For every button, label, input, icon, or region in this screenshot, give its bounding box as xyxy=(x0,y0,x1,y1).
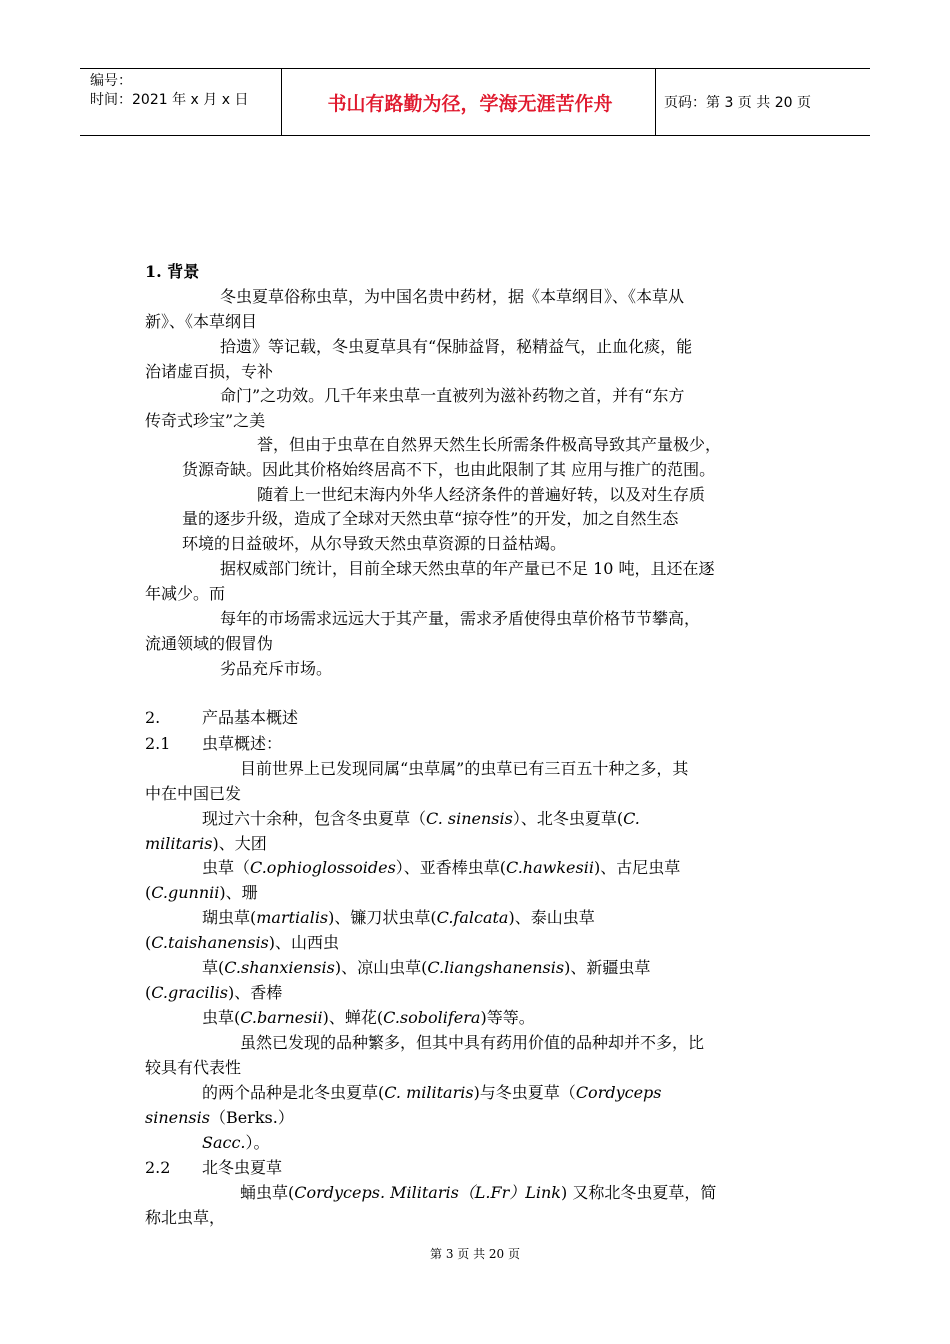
header-meta xyxy=(90,72,248,110)
species-line: 现过六十余种，包含冬虫夏草（C. sinensis）、北冬虫夏草(C. xyxy=(202,809,640,828)
paragraph-line: 冬虫夏草俗称虫草，为中国名贵中药材，据《本草纲目》、《本草从 xyxy=(220,287,685,306)
subsection-2-2-title: 北冬虫夏草 xyxy=(202,1158,283,1177)
paragraph-line: 每年的市场需求远远大于其产量，需求矛盾使得虫草价格节节攀高， xyxy=(220,609,701,628)
species-line: 草(C.shanxiensis)、凉山虫草(C.liangshanensis)、新疆虫草 xyxy=(202,958,651,977)
paragraph-line: 环境的日益破坏，从尔导致天然虫草资源的日益枯竭。 xyxy=(182,534,567,553)
species-line: 虫草（C.ophioglossoides）、亚香棒虫草(C.hawkesii)、古尼虫草 xyxy=(202,858,681,877)
paragraph-line: 拾遗》等记载，冬虫夏草具有“保肺益肾，秘精益气，止血化痰，能 xyxy=(220,337,693,356)
paragraph-line: 传奇式珍宝”之美 xyxy=(145,411,266,430)
paragraph-line: 称北虫草， xyxy=(145,1208,226,1227)
paragraph-line: 命门”之功效。几千年来虫草一直被列为滋补药物之首，并有“东方 xyxy=(220,386,685,405)
paragraph-line: 劣品充斥市场。 xyxy=(220,659,333,678)
paragraph-line: 中在中国已发 xyxy=(145,784,242,803)
species-line: (C.gunnii)、珊 xyxy=(145,883,258,902)
section-2-number: 2. xyxy=(145,708,161,727)
paragraph-line: 新》、《本草纲目 xyxy=(145,312,258,331)
species-line: 虫草(C.barnesii)、蝉花(C.sobolifera)等等。 xyxy=(202,1008,535,1027)
paragraph-line: 据权威部门统计，目前全球天然虫草的年产量已不足 10 吨，且还在逐 xyxy=(220,559,715,578)
header-motto: 书山有路勤为径，学海无涯苦作舟 xyxy=(327,92,613,115)
page-header xyxy=(80,68,870,136)
header-page-number: 页码：第 3 页 共 20 页 xyxy=(664,95,811,111)
subsection-2-1-title: 虫草概述： xyxy=(202,734,283,753)
species-line: 瑚虫草(martialis)、镰刀状虫草(C.falcata)、泰山虫草 xyxy=(202,908,595,927)
paragraph-line: 治诸虚百损，专补 xyxy=(145,362,274,381)
paragraph-line: 较具有代表性 xyxy=(145,1058,242,1077)
paragraph-line: 流通领域的假冒伪 xyxy=(145,634,274,653)
section-2-title: 产品基本概述 xyxy=(202,708,299,727)
subsection-2-1-number: 2.1 xyxy=(145,734,171,753)
paragraph-line: 货源奇缺。因此其价格始终居高不下，也由此限制了其 应用与推广的范围。 xyxy=(182,460,716,479)
page-footer: 第 3 页 共 20 页 xyxy=(430,1247,520,1261)
paragraph-line: 目前世界上已发现同属“虫草属”的虫草已有三百五十种之多，其 xyxy=(240,759,689,778)
header-number: 编号： xyxy=(90,73,132,89)
species-line: militaris)、大团 xyxy=(145,834,267,853)
species-line: (C.gracilis)、香棒 xyxy=(145,983,283,1002)
section-1-title: 1. 背景 xyxy=(145,262,200,281)
header-divider xyxy=(281,68,282,136)
species-line: (C.taishanensis)、山西虫 xyxy=(145,933,340,952)
paragraph-line: Sacc.）。 xyxy=(202,1133,270,1152)
paragraph-line: 蛹虫草(Cordyceps. Militaris（L.Fr）Link) 又称北冬虫夏草，简 xyxy=(240,1183,717,1202)
paragraph-line: 年减少。而 xyxy=(145,584,226,603)
header-time: 时间：2021 年 x 月 x 日 xyxy=(90,92,249,108)
paragraph-line: sinensis（Berks.） xyxy=(145,1108,294,1127)
paragraph-line: 虽然已发现的品种繁多，但其中具有药用价值的品种却并不多，比 xyxy=(240,1033,705,1052)
paragraph-line: 的两个品种是北冬虫夏草(C. militaris)与冬虫夏草（Cordyceps xyxy=(202,1083,662,1102)
paragraph-line: 量的逐步升级，造成了全球对天然虫草“掠夺性”的开发，加之自然生态 xyxy=(182,509,679,528)
paragraph-line: 随着上一世纪末海内外华人经济条件的普遍好转，以及对生存质 xyxy=(257,485,706,504)
paragraph-line: 誉，但由于虫草在自然界天然生长所需条件极高导致其产量极少， xyxy=(257,435,722,454)
subsection-2-2-number: 2.2 xyxy=(145,1158,171,1177)
